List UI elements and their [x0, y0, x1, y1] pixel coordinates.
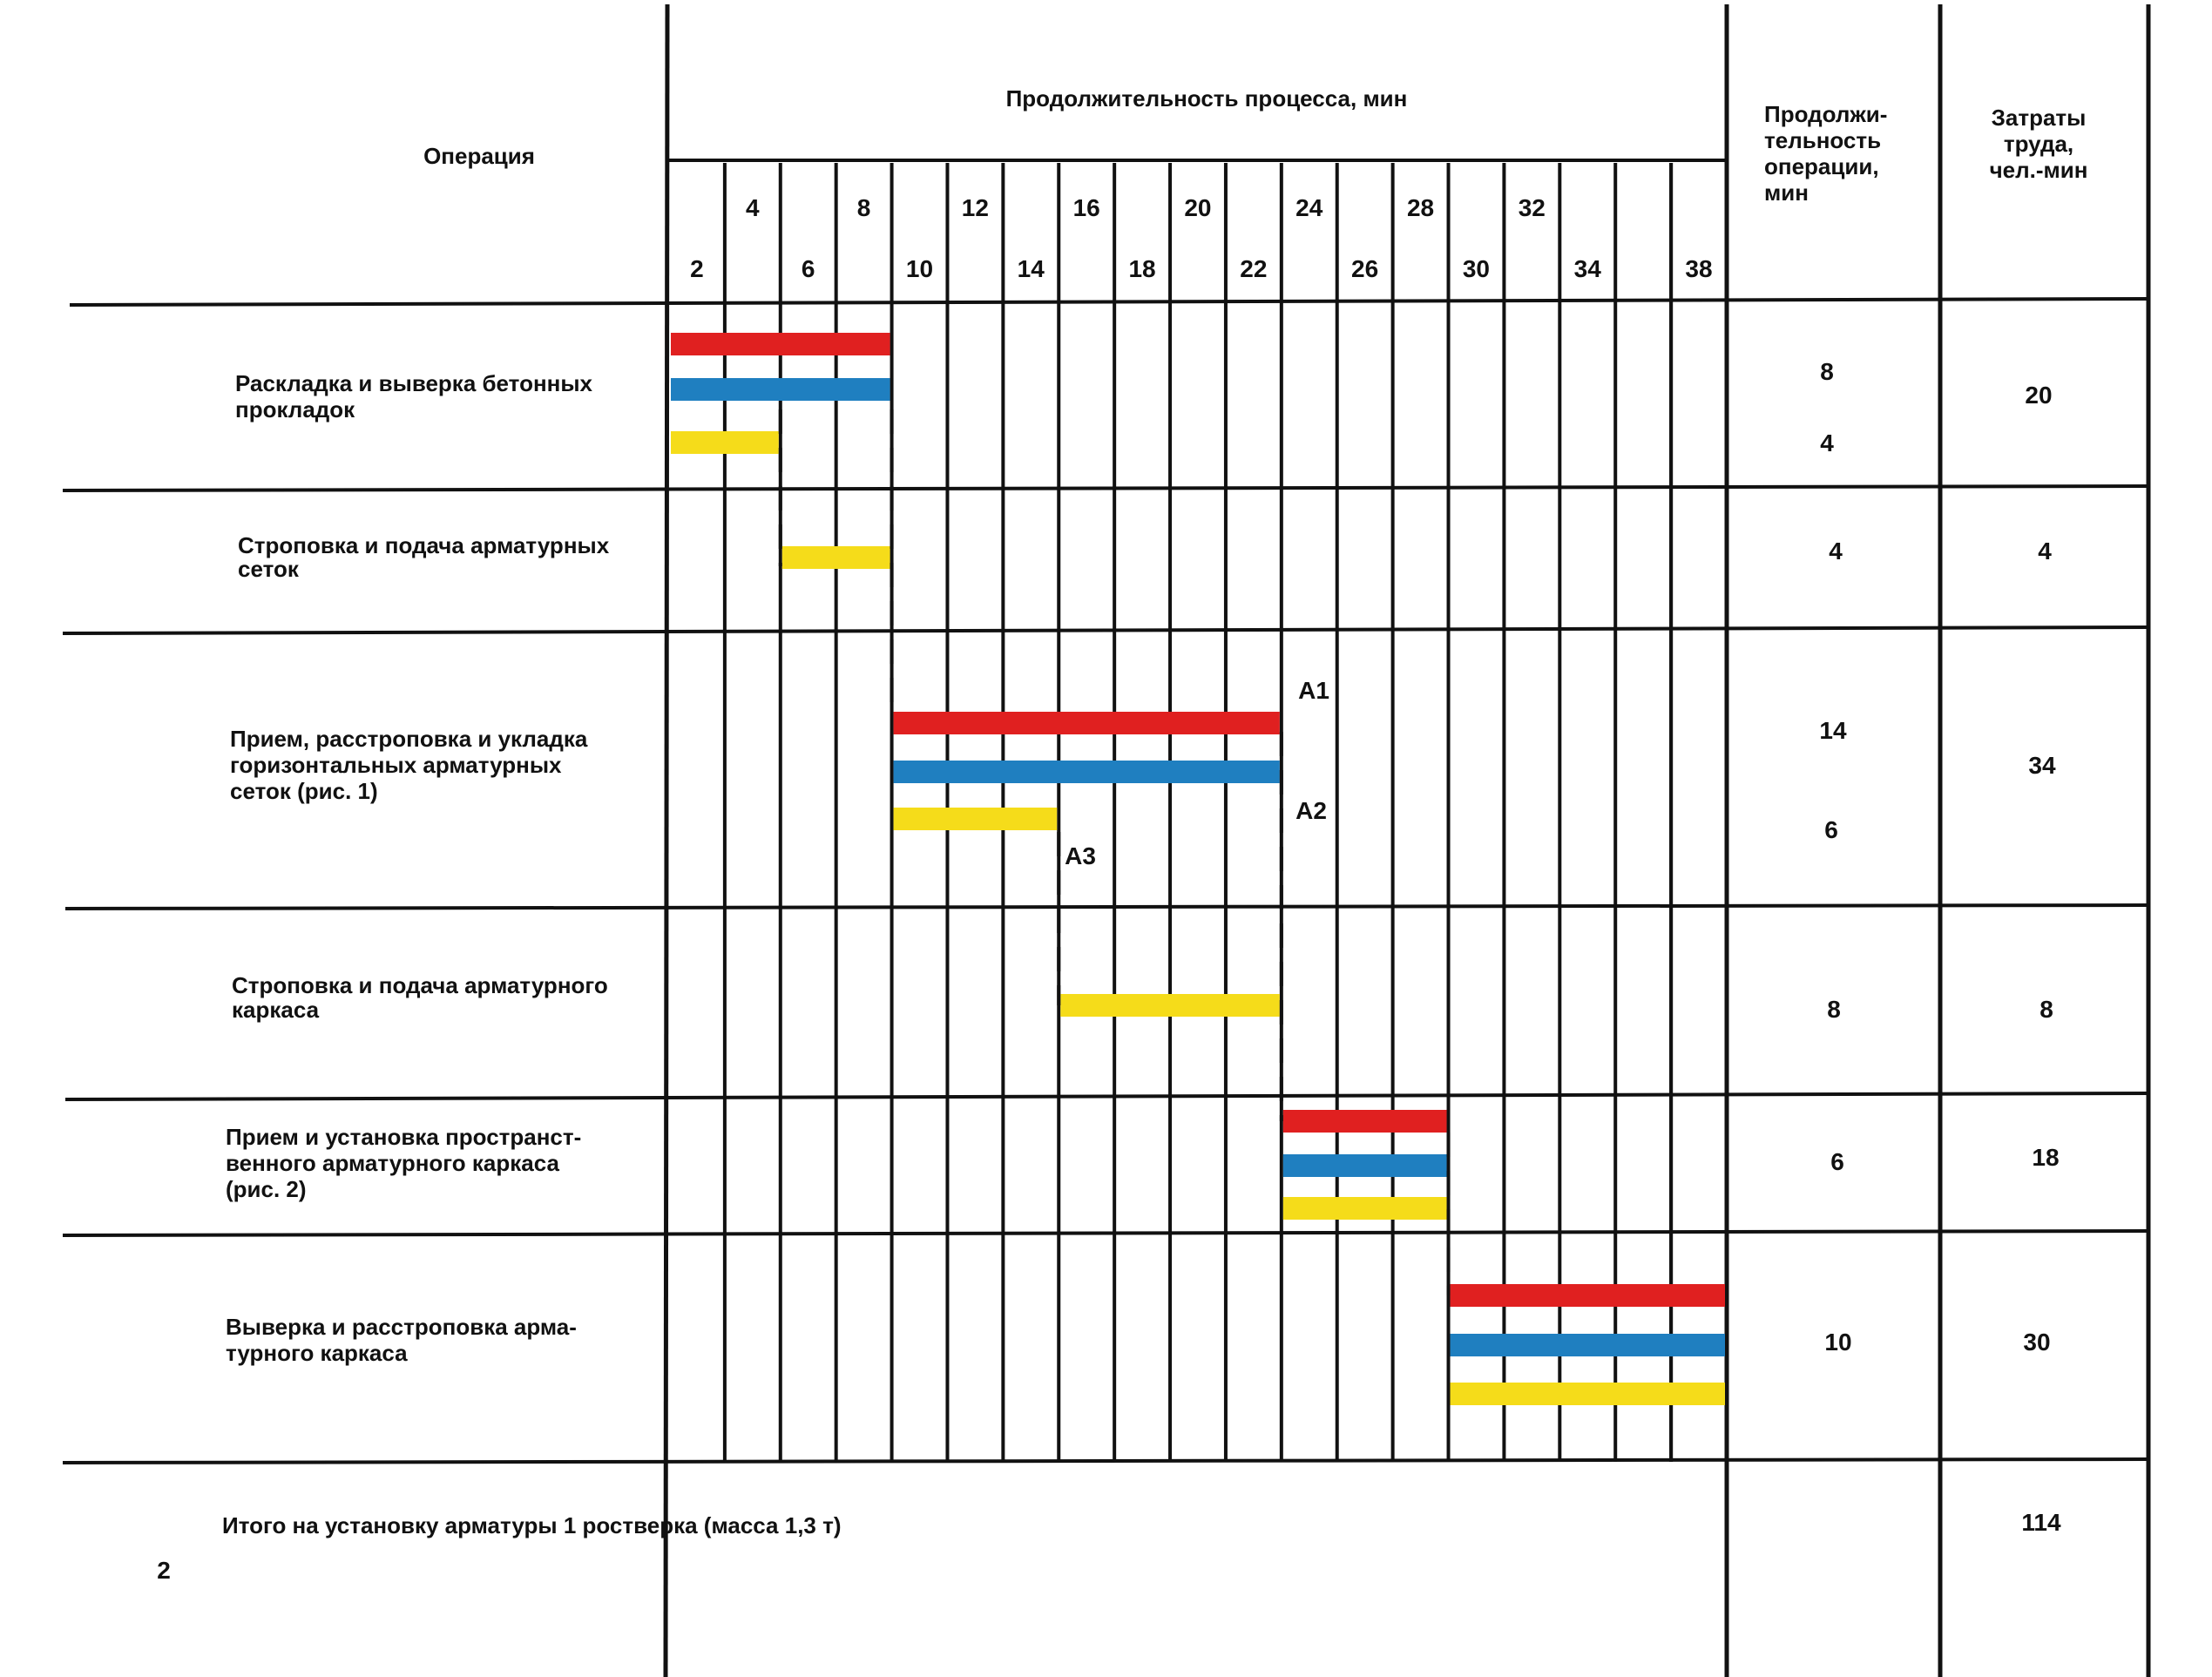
labor-header — [1990, 105, 2088, 183]
tick-label: 26 — [1351, 255, 1379, 282]
operation-label: Прием, расстроповка и укладка — [230, 726, 588, 752]
operation-row — [226, 1314, 2051, 1366]
gantt-bar-red — [1283, 1110, 1447, 1133]
gantt-bars — [671, 333, 1725, 1405]
operation-label: каркаса — [232, 997, 320, 1023]
total-label: Итого на установку арматуры 1 ростверка (масса 1,3 т) — [222, 1512, 842, 1538]
marker-a1: А1 — [1298, 677, 1329, 704]
labor-header-line: Затраты — [1991, 105, 2087, 131]
operation-label: венного арматурного каркаса — [226, 1150, 559, 1176]
gantt-bar-red — [894, 712, 1280, 734]
tick-label: 34 — [1573, 255, 1601, 282]
operation-labor: 30 — [2023, 1329, 2051, 1356]
operation-labor: 34 — [2028, 752, 2056, 779]
operation-labor: 8 — [2040, 996, 2053, 1023]
operation-duration: 6 — [1830, 1148, 1844, 1175]
op-duration-header-line: операции, — [1764, 153, 1879, 179]
operation-label: Строповка и подача арматурного — [232, 972, 608, 998]
gantt-bar-blue — [1283, 1154, 1447, 1177]
operation-label: (рис. 2) — [226, 1176, 307, 1202]
marker-a2: А2 — [1295, 797, 1327, 824]
row-divider — [65, 1093, 2148, 1099]
row-divider — [63, 1231, 2148, 1235]
operation-label: Выверка и расстроповка арма- — [226, 1314, 577, 1340]
tick-label: 16 — [1072, 194, 1100, 221]
op-duration-header-line: Продолжи- — [1764, 101, 1888, 127]
tick-label: 8 — [856, 194, 871, 221]
row-divider — [63, 627, 2148, 633]
gantt-bar-red — [1451, 1284, 1725, 1307]
operation-label: сеток — [238, 556, 299, 582]
operation-duration: 14 — [1819, 717, 1847, 744]
operation-duration: 6 — [1824, 816, 1838, 843]
tick-label: 6 — [801, 255, 815, 282]
operation-duration: 4 — [1820, 429, 1834, 456]
operation-labor: 20 — [2025, 382, 2053, 409]
op-duration-header-line: тельность — [1764, 127, 1882, 153]
operation-row — [226, 1124, 2060, 1202]
tick-label: 18 — [1128, 255, 1156, 282]
table-border-vertical — [666, 4, 667, 1677]
row-divider — [63, 486, 2148, 490]
gantt-bar-blue — [894, 761, 1280, 783]
gantt-bar-blue — [671, 378, 890, 401]
operation-row — [235, 358, 2053, 456]
gantt-bar-blue — [1451, 1334, 1725, 1356]
gantt-bar-yellow — [1060, 994, 1280, 1017]
operation-header: Операция — [423, 143, 535, 169]
operation-label: Прием и установка пространст- — [226, 1124, 582, 1150]
operation-row — [238, 532, 2052, 582]
operation-label: прокладок — [235, 396, 355, 423]
gantt-bar-yellow — [782, 546, 890, 569]
tick-label: 12 — [961, 194, 989, 221]
process-duration-header: Продолжительность процесса, мин — [1005, 85, 1408, 112]
gantt-bar-red — [671, 333, 890, 355]
gantt-bar-yellow — [1451, 1383, 1725, 1405]
op-duration-header — [1764, 101, 1887, 206]
tick-label: 20 — [1184, 194, 1212, 221]
tick-label: 22 — [1240, 255, 1268, 282]
labor-header-line: труда, — [2003, 131, 2074, 157]
tick-label: 28 — [1406, 194, 1435, 221]
gantt-bar-yellow — [671, 431, 779, 454]
row-divider — [70, 299, 2148, 305]
operation-duration: 8 — [1827, 996, 1841, 1023]
operation-labor: 18 — [2032, 1144, 2060, 1171]
tick-label: 10 — [905, 255, 934, 282]
operation-duration: 4 — [1829, 538, 1843, 565]
tick-label: 24 — [1295, 194, 1323, 221]
tick-label: 32 — [1518, 194, 1546, 221]
operation-label: сеток (рис. 1) — [230, 778, 378, 804]
tick-label: 30 — [1462, 255, 1490, 282]
gantt-bar-yellow — [1283, 1197, 1447, 1220]
operation-duration: 10 — [1824, 1329, 1852, 1356]
tick-label: 2 — [690, 255, 704, 282]
operation-label: турного каркаса — [226, 1340, 408, 1366]
row-divider — [65, 905, 2148, 909]
labor-header-line: чел.-мин — [1989, 157, 2088, 183]
operation-labor: 4 — [2038, 538, 2052, 565]
total-labor: 114 — [2021, 1509, 2061, 1536]
gantt-bar-yellow — [894, 808, 1058, 830]
operation-duration: 8 — [1820, 358, 1834, 385]
page-number: 2 — [157, 1557, 171, 1584]
operation-label: горизонтальных арматурных — [230, 752, 562, 778]
operation-label: Строповка и подача арматурных — [238, 532, 610, 558]
row-divider — [63, 1459, 2148, 1463]
tick-label: 4 — [746, 194, 760, 221]
operation-label: Раскладка и выверка бетонных — [235, 370, 593, 396]
tick-label: 38 — [1685, 255, 1713, 282]
op-duration-header-line: мин — [1764, 179, 1809, 206]
marker-a3: А3 — [1065, 842, 1096, 869]
tick-label: 14 — [1017, 255, 1045, 282]
